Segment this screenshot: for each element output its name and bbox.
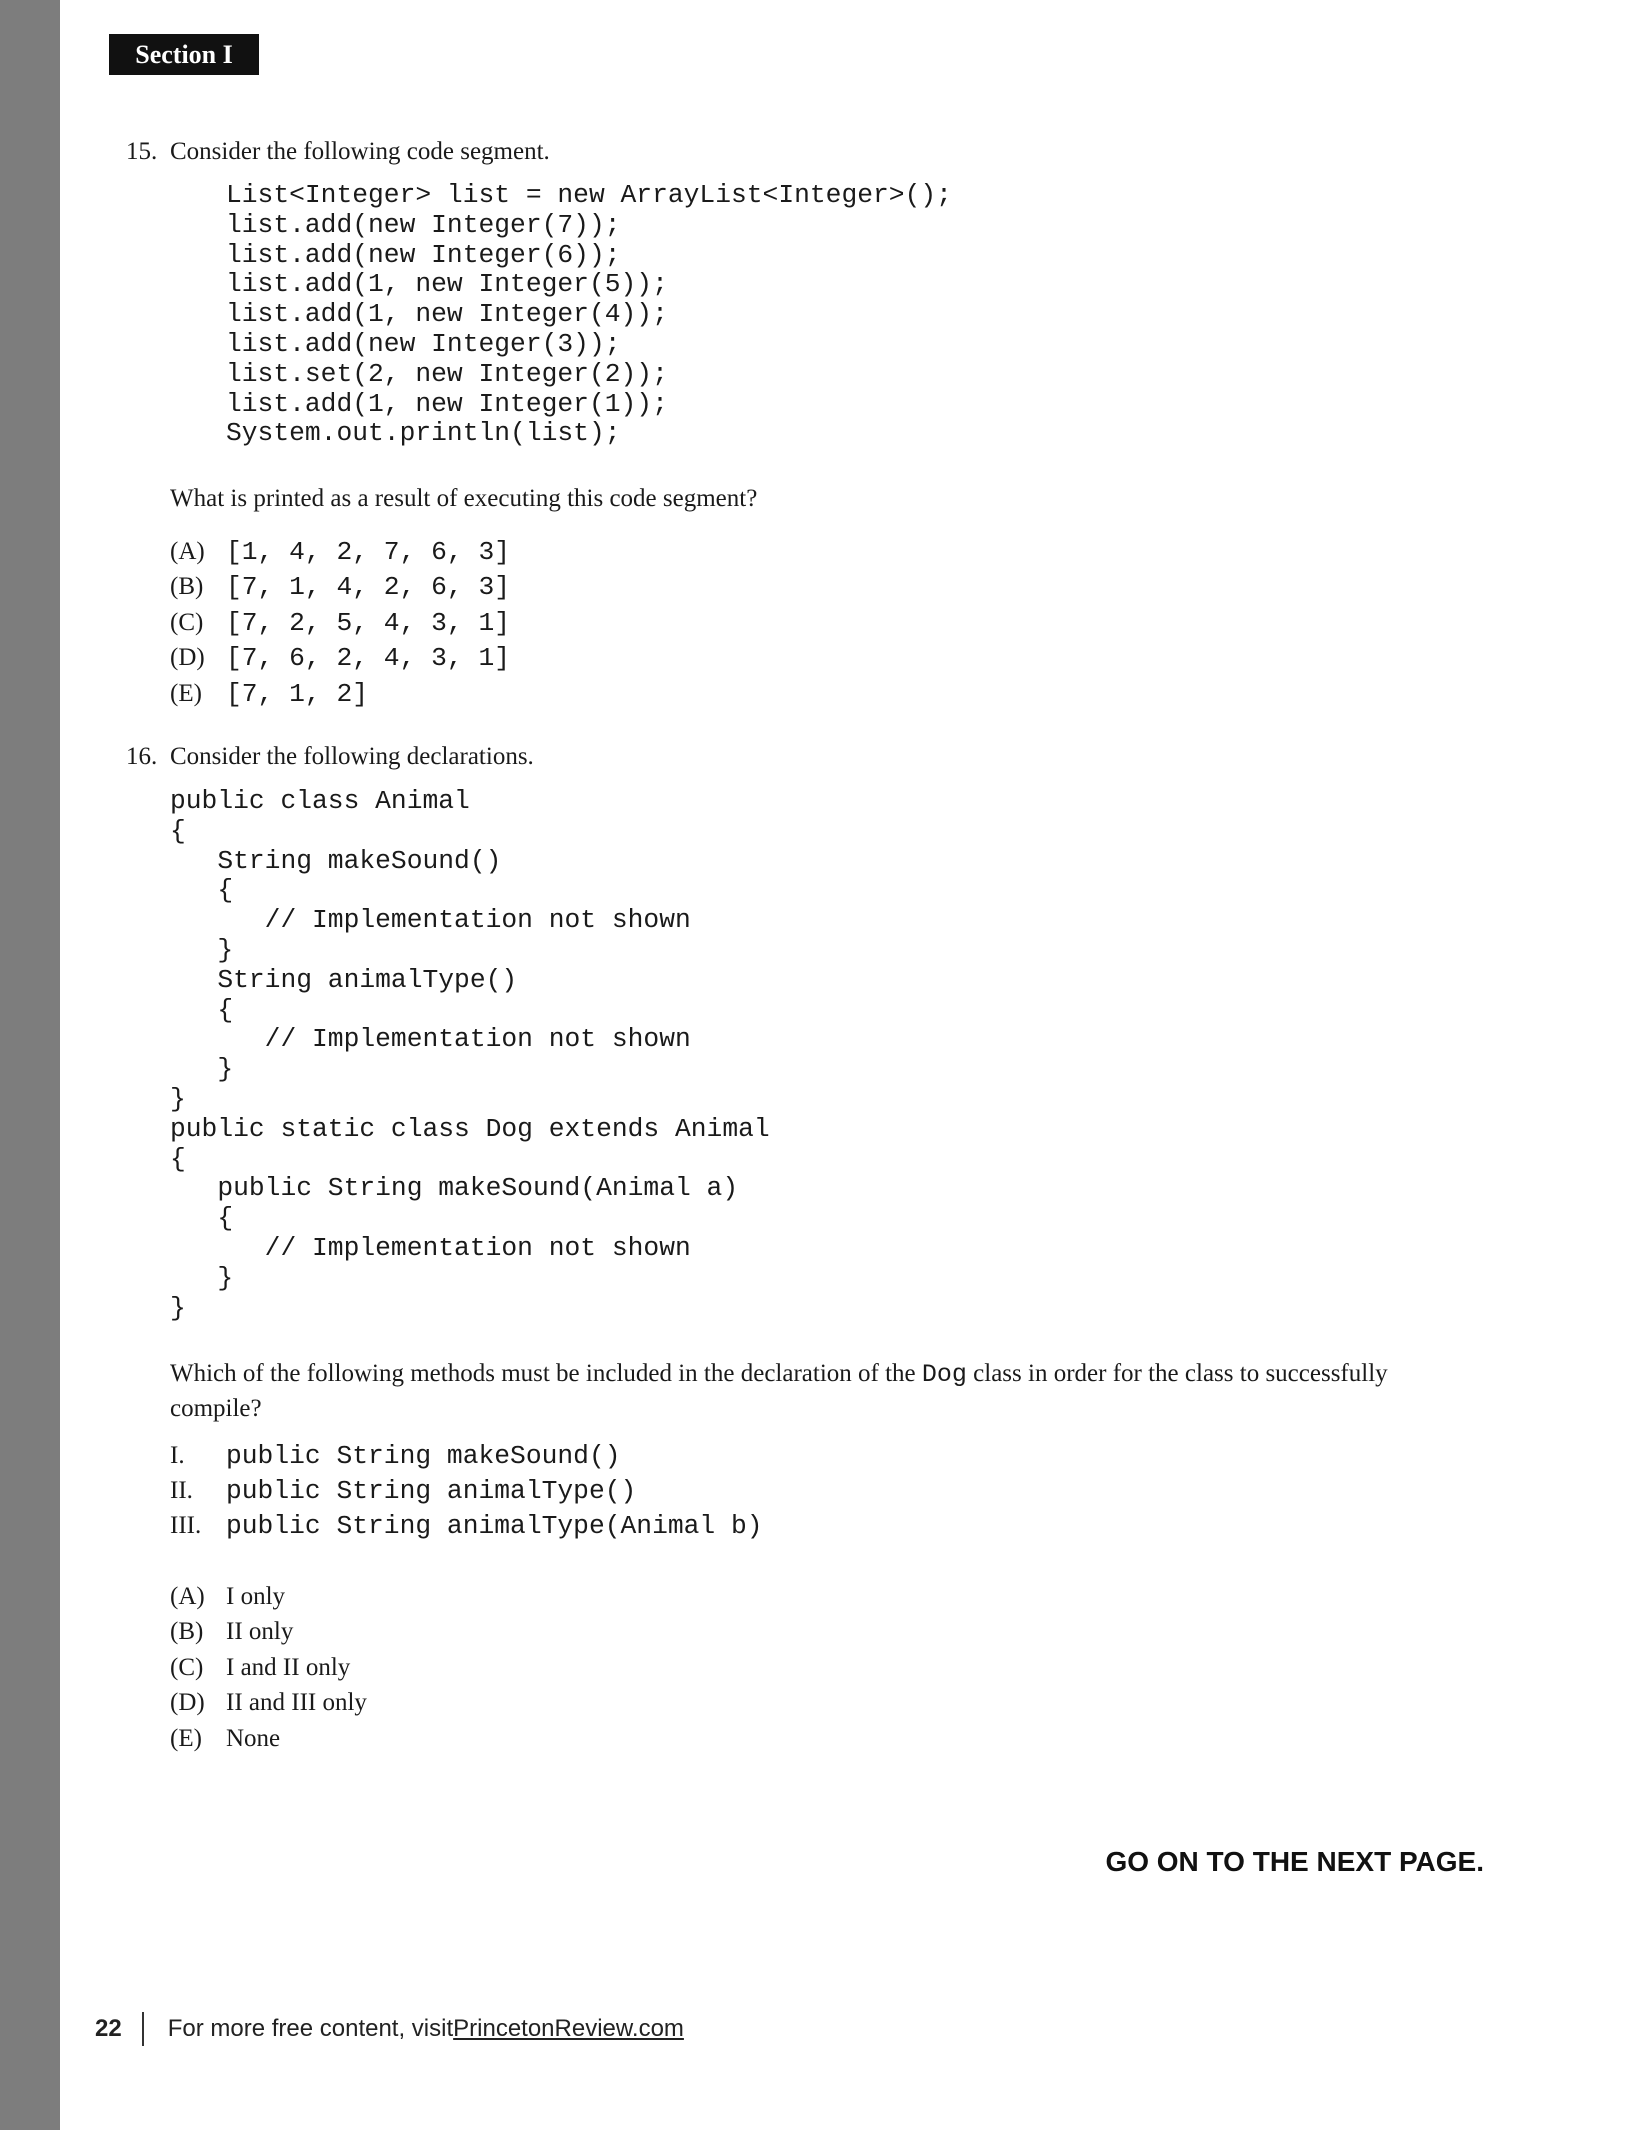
choice-text: I and II only [226,1653,351,1681]
choice-label: (A) [170,1582,205,1610]
question-15-number: 15. [126,138,158,165]
question-16-code: public class Animal { String makeSound() { // Implementation not shown } String animalType() { // Implementation not shown } } public static class Dog extends Animal { public String makeSound(Animal a) { // Implementation not shown } } [170,786,770,1323]
option-label: III. [170,1512,202,1540]
roman-option [170,1473,763,1508]
footer-text: For more free content, visit [167,2015,454,2042]
choice-label: (B) [170,1618,204,1646]
option-label: I. [170,1441,185,1469]
choice-text: None [226,1724,281,1752]
option-text: public String animalType(Animal b) [226,1511,763,1542]
answer-choice[interactable] [170,1579,367,1615]
choice-text: [7, 2, 5, 4, 3, 1] [226,607,511,638]
answer-choice[interactable] [170,570,510,606]
option-label: II. [170,1476,193,1504]
answer-choice[interactable] [170,1615,367,1651]
choice-text: [7, 1, 2] [226,678,369,709]
roman-option [170,1438,763,1473]
answer-choice[interactable] [170,1721,367,1757]
answer-choice[interactable] [170,534,510,570]
choice-text: [7, 1, 4, 2, 6, 3] [226,572,511,603]
choice-text: I only [226,1582,286,1610]
question-15-choices [170,534,510,712]
question-15-text: What is printed as a result of executing this code segment? [170,485,758,512]
roman-option [170,1509,763,1544]
choice-label: (A) [170,537,205,565]
choice-label: (D) [170,1689,205,1717]
choice-label: (B) [170,573,204,601]
answer-choice[interactable] [170,1686,367,1722]
question-16-prompt: Consider the following declarations. [170,743,534,770]
question-16-number: 16. [126,743,158,770]
choice-label: (E) [170,679,202,707]
page-side-bar [0,0,60,2130]
choice-text: [7, 6, 2, 4, 3, 1] [226,643,511,674]
page-number: 22 [95,2015,122,2042]
choice-label: (C) [170,608,204,636]
answer-choice[interactable] [170,641,510,677]
choice-label: (C) [170,1653,204,1681]
choice-text: II and III only [226,1689,367,1717]
question-16-text [170,1357,1470,1426]
footer-divider [142,2012,144,2046]
page-footer [95,2012,684,2046]
choice-label: (D) [170,644,205,672]
choice-label: (E) [170,1724,202,1752]
option-text: public String makeSound() [226,1440,621,1471]
choice-text: II only [226,1618,294,1646]
question-15-code: List<Integer> list = new ArrayList<Integer>(); list.add(new Integer(7)); list.add(new Integer(6)); list.add(1, new Integer(5)); list.add(1, new Integer(4)); list.add(new Integer(3)); list.set(2, new Integer(2)); list.add(1, new Integer(1)); System.out.println(list); [226,180,952,449]
question-15-prompt: Consider the following code segment. [170,138,550,165]
option-text: public String animalType() [226,1475,637,1506]
question-16-class-name: Dog [921,1360,967,1389]
footer-link[interactable]: PrincetonReview.com [453,2015,684,2042]
section-label: Section I [109,34,259,75]
choice-text: [1, 4, 2, 7, 6, 3] [226,536,511,567]
go-to-next-page-notice: GO ON TO THE NEXT PAGE. [1105,1846,1484,1877]
answer-choice[interactable] [170,1650,367,1686]
question-16-text-end: class in order for the class to successfully compile? [170,1360,1388,1422]
answer-choice[interactable] [170,605,510,641]
answer-choice[interactable] [170,676,510,712]
question-16-text-start: Which of the following methods must be included in the declaration of the [170,1360,922,1387]
question-16-choices [170,1579,367,1757]
question-16-options [170,1438,763,1544]
